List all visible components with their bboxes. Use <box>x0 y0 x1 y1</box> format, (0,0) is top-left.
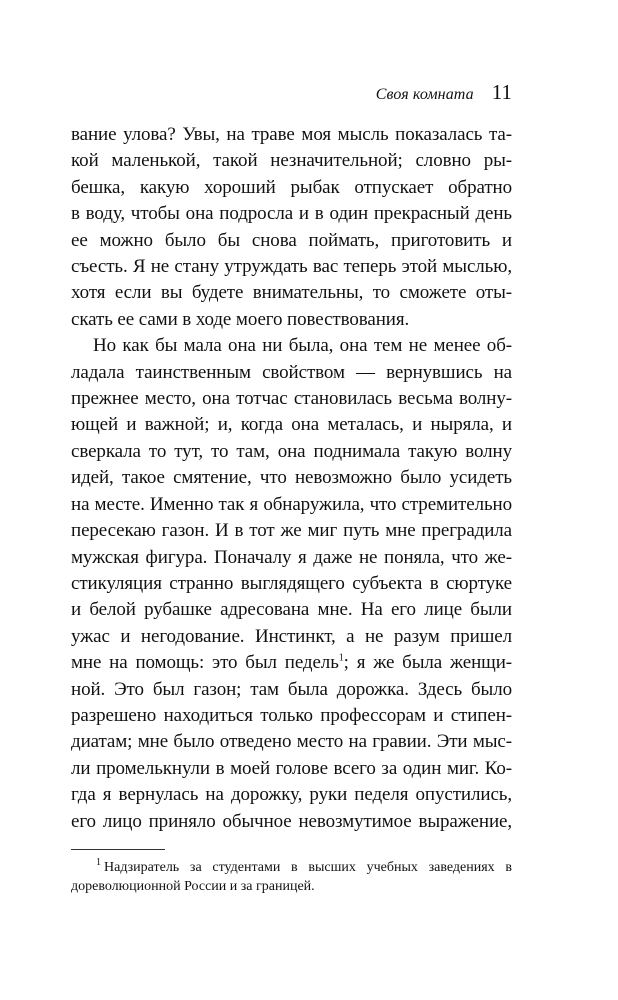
text-line: мужская фигура. Поначалу я даже не поняла, что же- <box>71 546 512 568</box>
text-line: ли промелькнули в моей голове всего за один миг. Ко- <box>71 757 512 779</box>
footnote-line <box>71 858 512 877</box>
text-line: скать ее сами в ходе моего повествования. <box>71 308 410 330</box>
footnote-marker: 1 <box>96 857 101 869</box>
text-line: сверкала то тут, то там, она поднимала такую волну <box>71 440 512 462</box>
footnote-text: Надзиратель за студентами в высших учебных заведениях в <box>104 860 512 875</box>
text-line: кой маленькой, такой незначительной; словно ры- <box>71 150 512 172</box>
text-line: бешка, какую хороший рыбак отпускает обратно <box>71 176 512 198</box>
text-line: ее можно было бы снова поймать, приготовить и <box>71 229 512 251</box>
footnote-line: дореволюционной России и за границей. <box>71 879 315 894</box>
paragraph-first-line: Но как бы мала она ни была, она тем не менее об- <box>93 335 512 357</box>
text-line: гда я вернулась на дорожку, руки педеля опустились, <box>71 784 512 806</box>
text-line: пересекаю газон. И в тот же миг путь мне преградила <box>71 520 512 542</box>
text-line: разрешено находиться только профессорам и стипен- <box>71 704 512 726</box>
page-number: 11 <box>491 80 512 104</box>
text-line: в воду, чтобы она подросла и в один прекрасный день <box>71 203 512 225</box>
text-line: ужас и негодование. Инстинкт, а не разум пришел <box>71 625 512 647</box>
footnote-divider <box>71 849 165 850</box>
text-segment: мне на помощь: это был педель <box>71 652 339 674</box>
footnote <box>71 858 512 896</box>
text-line: стикуляция странно выглядящего субъекта в сюртуке <box>71 572 512 594</box>
text-line: на месте. Именно так я обнаружила, что стремительно <box>71 493 512 515</box>
footnote-reference[interactable]: 1 <box>338 652 344 664</box>
text-line: идей, такое смятение, что невозможно было усидеть <box>71 467 512 489</box>
text-line: ладала таинственным свойством — вернувшись на <box>71 361 512 383</box>
text-line: вание улова? Увы, на траве моя мысль показалась та- <box>71 124 512 145</box>
text-line: его лицо приняло обычное невозмутимое выражение, <box>71 810 512 832</box>
text-line: прежнее место, она тотчас становилась весьма волну- <box>71 388 512 410</box>
running-header <box>376 80 512 105</box>
text-line: съесть. Я не стану утруждать вас теперь этой мыслью, <box>71 256 512 278</box>
text-line: ющей и важной; и, когда она металась, и ныряла, и <box>71 414 512 436</box>
text-line: и белой рубашке адресована мне. На его лице были <box>71 599 512 621</box>
text-segment: ; я же была женщи- <box>343 652 512 674</box>
text-line: диатам; мне было отведено место на гравии. Эти мыс- <box>71 731 512 753</box>
text-line: хотя если вы будете внимательны, то сможете оты- <box>71 282 512 304</box>
running-title: Своя комната <box>375 86 474 103</box>
text-line-with-footnote-ref <box>71 650 512 676</box>
main-text <box>71 122 512 835</box>
text-line: ной. Это был газон; там была дорожка. Здесь было <box>71 678 512 700</box>
